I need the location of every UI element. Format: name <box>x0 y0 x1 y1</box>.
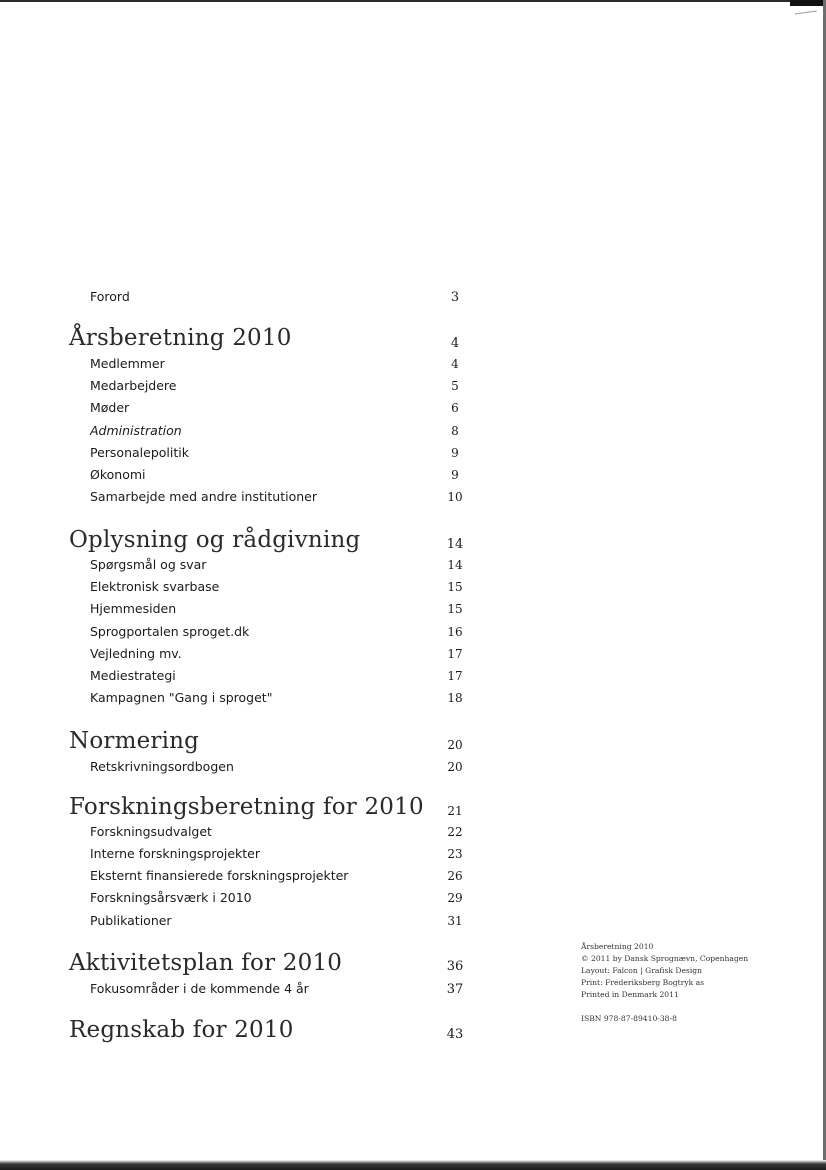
toc-entry[interactable]: Kampagnen "Gang i sproget" <box>90 690 273 705</box>
toc-entry[interactable]: Sprogportalen sproget.dk <box>90 624 250 639</box>
toc-entry[interactable]: Administration <box>90 423 182 438</box>
toc-entry[interactable]: Publikationer <box>90 913 172 928</box>
scan-edge-bottom <box>0 1160 826 1170</box>
colophon-layout: Layout: Falcon | Grafisk Design <box>581 966 703 975</box>
toc-entry[interactable]: Forskningsårsværk i 2010 <box>90 890 252 905</box>
scan-artifact <box>795 10 817 17</box>
toc-page: 26 <box>447 869 463 883</box>
scan-corner-mark <box>790 0 826 6</box>
colophon-isbn: ISBN 978-87-89410-38-8 <box>581 1014 677 1023</box>
toc-entry-forord[interactable]: Forord <box>90 289 130 304</box>
toc-entry[interactable]: Forskningsudvalget <box>90 824 212 839</box>
section-page-oplysning: 14 <box>446 537 464 552</box>
toc-entry[interactable]: Mediestrategi <box>90 668 176 683</box>
toc-page: 23 <box>447 847 463 861</box>
colophon-printed-in: Printed in Denmark 2011 <box>581 990 679 999</box>
toc-page: 15 <box>447 580 463 594</box>
toc-entry[interactable]: Fokusområder i de kommende 4 år <box>90 981 309 996</box>
toc-entry[interactable]: Personalepolitik <box>90 445 189 460</box>
colophon-title: Årsberetning 2010 <box>581 942 654 951</box>
toc-entry[interactable]: Elektronisk svarbase <box>90 579 220 594</box>
section-page-regnskab: 43 <box>446 1027 464 1042</box>
toc-entry[interactable]: Medlemmer <box>90 356 165 371</box>
toc-page: 9 <box>451 446 459 460</box>
toc-page: 4 <box>451 357 459 371</box>
toc-entry[interactable]: Retskrivningsordbogen <box>90 759 234 774</box>
section-title-oplysning[interactable]: Oplysning og rådgivning <box>69 527 361 553</box>
toc-page: 22 <box>447 825 463 839</box>
toc-page: 37 <box>446 982 464 997</box>
toc-entry[interactable]: Eksternt finansierede forskningsprojekter <box>90 868 349 883</box>
toc-page: 18 <box>447 691 463 705</box>
section-page-normering: 20 <box>447 738 463 752</box>
section-page-forskning: 21 <box>447 804 463 818</box>
toc-page: 14 <box>447 558 463 572</box>
toc-page: 15 <box>447 602 463 616</box>
toc-entry[interactable]: Medarbejdere <box>90 378 177 393</box>
toc-page: 31 <box>447 914 463 928</box>
section-title-aktivitetsplan[interactable]: Aktivitetsplan for 2010 <box>69 950 343 976</box>
toc-page: 17 <box>447 669 463 683</box>
section-page-aarsberetning: 4 <box>450 336 460 351</box>
toc-entry[interactable]: Interne forskningsprojekter <box>90 846 260 861</box>
toc-page-forord: 3 <box>450 290 460 305</box>
section-title-forskning[interactable]: Forskningsberetning for 2010 <box>69 794 424 820</box>
toc-entry[interactable]: Spørgsmål og svar <box>90 557 207 572</box>
toc-page: 17 <box>447 647 463 661</box>
colophon <box>581 941 748 1025</box>
toc-page: 10 <box>447 490 463 504</box>
toc-page: 6 <box>451 401 459 415</box>
toc-page: 20 <box>447 760 463 774</box>
colophon-print: Print: Frederiksberg Bogtryk as <box>581 978 705 987</box>
colophon-copyright: © 2011 by Dansk Sprognævn, Copenhagen <box>581 954 749 963</box>
toc-page: 5 <box>451 379 459 393</box>
toc-entry[interactable]: Økonomi <box>90 467 146 482</box>
toc-page: 9 <box>451 468 459 482</box>
scan-edge-top <box>0 0 826 2</box>
section-title-regnskab[interactable]: Regnskab for 2010 <box>69 1017 294 1043</box>
section-page-aktivitetsplan: 36 <box>446 959 464 974</box>
toc-page: 8 <box>451 424 459 438</box>
toc-entry[interactable]: Møder <box>90 400 130 415</box>
toc-entry[interactable]: Samarbejde med andre institutioner <box>90 489 317 504</box>
toc-page: 29 <box>447 891 463 905</box>
toc-page: 16 <box>447 625 463 639</box>
toc-entry[interactable]: Hjemmesiden <box>90 601 177 616</box>
section-title-aarsberetning[interactable]: Årsberetning 2010 <box>69 325 292 351</box>
section-title-normering[interactable]: Normering <box>69 728 200 754</box>
toc-entry[interactable]: Vejledning mv. <box>90 646 182 661</box>
